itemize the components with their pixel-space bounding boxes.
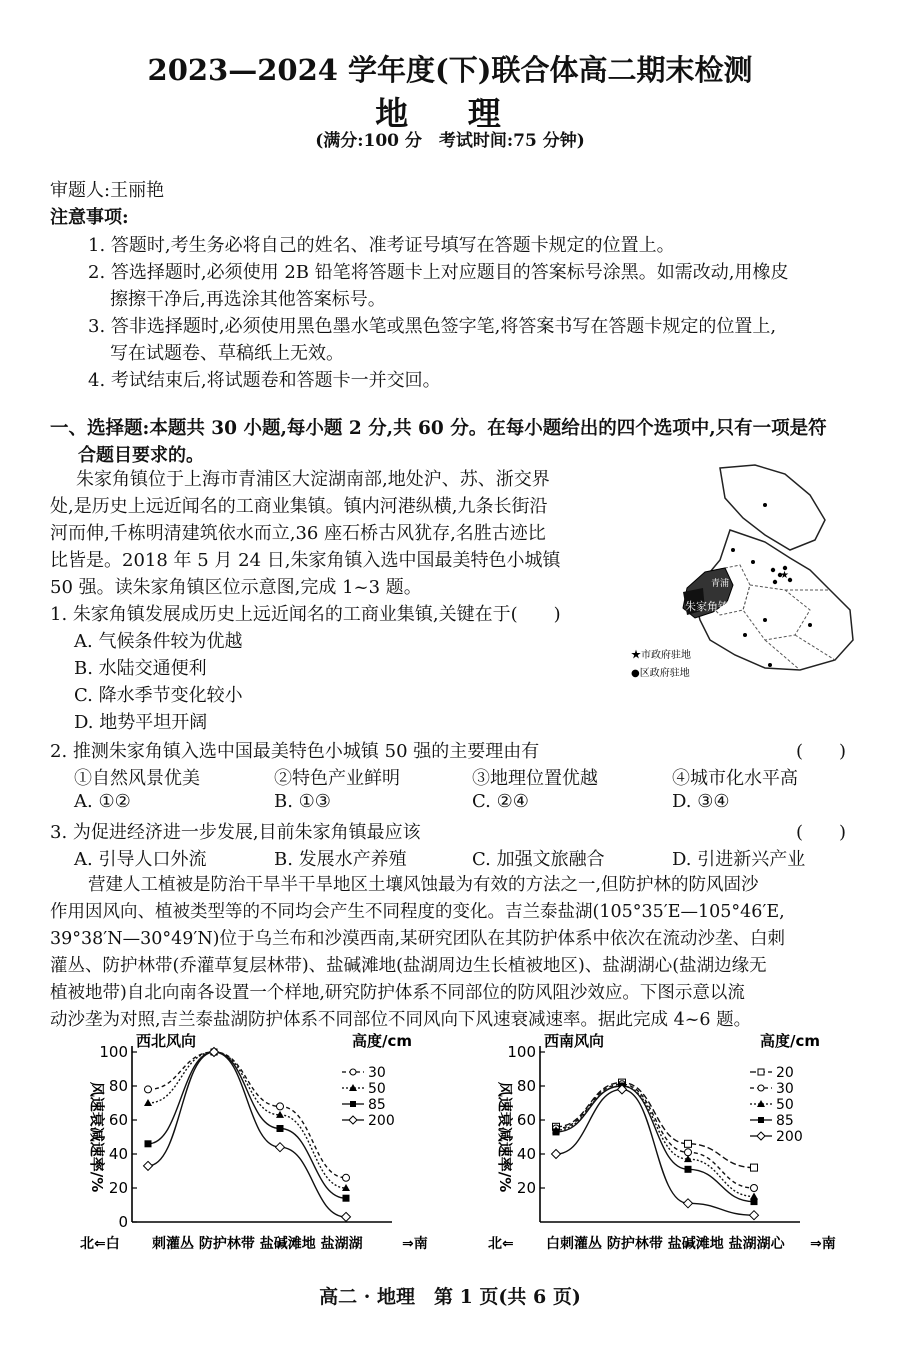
notice-item-2-cont: 擦擦干净后,再选涂其他答案标号。 <box>110 289 386 310</box>
district-seat-dot <box>768 663 772 667</box>
data-point-200 <box>276 1143 285 1152</box>
q2-option-c: C. ②④ <box>472 791 529 812</box>
data-point-85 <box>145 1140 152 1147</box>
x-axis-categories: 白刺灌丛 防护林带 盐碱滩地 盐湖湖心 <box>546 1236 785 1252</box>
q2-choice-3: ③地理位置优越 <box>472 768 598 789</box>
q2-option-b: B. ①③ <box>274 791 331 812</box>
q2-choice-2: ②特色产业鲜明 <box>274 768 400 789</box>
chart-title: 西南风向 <box>544 1032 605 1050</box>
data-point-200 <box>144 1161 153 1170</box>
district-seat-dot <box>743 633 747 637</box>
legend-marker-30 <box>758 1085 764 1091</box>
data-point-30 <box>685 1149 692 1156</box>
passage-1 <box>50 466 630 601</box>
legend-title: 高度/cm <box>352 1032 413 1050</box>
passage-2-line: 植被地带)自北向南各设置一个样地,研究防护体系不同部位的防风阻沙效应。下图示意以流 <box>50 983 745 1003</box>
page-footer: 高二 · 地理 第 1 页(共 6 页) <box>319 1286 581 1308</box>
q2-paren: ( ) <box>796 741 847 762</box>
district-seat-dot <box>751 560 755 564</box>
q1-option-b: B. 水陆交通便利 <box>74 658 207 679</box>
legend-marker-85 <box>350 1101 356 1107</box>
legend-marker-85 <box>758 1117 764 1123</box>
chart-southwest-wind <box>478 1030 858 1265</box>
legend-label-200: 200 <box>368 1113 395 1129</box>
q1-option-a: A. 气候条件较为优越 <box>74 631 243 652</box>
q3-option-d: D. 引进新兴产业 <box>672 849 806 870</box>
passage-1-line: 朱家角镇位于上海市青浦区大淀湖南部,地处沪、苏、浙交界 <box>76 469 550 490</box>
data-point-20 <box>751 1164 758 1171</box>
passage-1-line: 处,是历史上远近闻名的工商业集镇。镇内河港纵横,九条长街沿 <box>50 496 548 517</box>
series-line-50 <box>556 1086 754 1197</box>
data-point-30 <box>751 1185 758 1192</box>
town-label: 朱家角镇 <box>685 600 729 613</box>
data-point-200 <box>552 1150 561 1159</box>
zhujiajiao-location-map <box>625 460 870 690</box>
reviewer: 审题人:王丽艳 <box>50 180 165 201</box>
qingpu-label: 青浦 <box>711 579 730 589</box>
chongming-island <box>720 465 825 550</box>
series-line-85 <box>148 1052 346 1198</box>
data-point-200 <box>342 1212 351 1221</box>
data-point-85 <box>277 1125 284 1132</box>
district-boundary <box>765 590 835 670</box>
legend-marker-200 <box>349 1116 357 1124</box>
data-point-85 <box>343 1195 350 1202</box>
legend-label-85: 85 <box>368 1097 386 1113</box>
legend-marker-200 <box>757 1132 765 1140</box>
district-seat-dot <box>763 503 767 507</box>
q2-option-a: A. ①② <box>74 791 131 812</box>
subject-title: 地 理 <box>375 94 525 133</box>
x-axis-north: 北⇐白 <box>80 1236 120 1252</box>
passage-2 <box>50 872 860 1034</box>
district-seat-dot <box>771 568 775 572</box>
y-tick-label: 100 <box>507 1043 536 1061</box>
data-point-50 <box>144 1099 152 1106</box>
notice-item-1: 1. 答题时,考生务必将自己的姓名、准考证号填写在答题卡规定的位置上。 <box>88 235 675 256</box>
district-seat-dot <box>763 618 767 622</box>
data-point-85 <box>751 1198 758 1205</box>
legend-label-200: 200 <box>776 1129 803 1145</box>
q3-option-a: A. 引导人口外流 <box>74 849 207 870</box>
passage-2-line: 动沙垄为对照,吉兰泰盐湖防护体系不同部位不同风向下风速衰减速率。据此完成 4~6 题。 <box>50 1010 752 1030</box>
legend-marker-20 <box>758 1069 764 1075</box>
section-heading: 一、选择题:本题共 30 小题,每小题 2 分,共 60 分。在每小题给出的四个选项中,只有一项是符 <box>50 418 827 439</box>
q3-option-c: C. 加强文旅融合 <box>472 849 605 870</box>
exam-title: 2023—2024 学年度(下)联合体高二期末检测 <box>147 53 753 87</box>
x-axis-categories: 刺灌丛 防护林带 盐碱滩地 盐湖湖 <box>152 1236 363 1252</box>
y-tick-label: 80 <box>516 1077 536 1095</box>
data-point-85 <box>553 1128 560 1135</box>
legend-city: ★市政府驻地 <box>631 650 691 661</box>
q3-option-b: B. 发展水产养殖 <box>274 849 407 870</box>
legend-title: 高度/cm <box>760 1032 821 1050</box>
series-line-30 <box>556 1084 754 1188</box>
legend-label-85: 85 <box>776 1113 794 1129</box>
series-line-200 <box>148 1052 346 1217</box>
data-point-20 <box>685 1140 692 1147</box>
legend-label-20: 20 <box>776 1065 794 1081</box>
q1-option-c: C. 降水季节变化较小 <box>74 685 243 706</box>
district-seat-dot <box>773 580 777 584</box>
passage-1-line: 河而伸,千栋明清建筑依水而立,36 座石桥古风犹存,名胜古迹比 <box>50 523 546 544</box>
district-seat-dot <box>808 623 812 627</box>
notice-item-3: 3. 答非选择题时,必须使用黑色墨水笔或黑色签字笔,将答案书写在答题卡规定的位置上, <box>88 316 777 337</box>
notice-item-4: 4. 考试结束后,将试题卷和答题卡一并交回。 <box>88 370 441 391</box>
district-seat-dot <box>731 548 735 552</box>
q1-stem: 1. 朱家角镇发展成历史上远近闻名的工商业集镇,关键在于( ) <box>50 604 561 625</box>
chart-northwest-wind <box>70 1030 450 1265</box>
y-tick-label: 20 <box>108 1179 128 1197</box>
legend-label-50: 50 <box>368 1081 386 1097</box>
data-point-30 <box>145 1086 152 1093</box>
section-heading-cont: 合题目要求的。 <box>78 445 204 466</box>
passage-2-line: 营建人工植被是防治干旱半干旱地区土壤风蚀最为有效的方法之一,但防护林的防风固沙 <box>88 875 759 895</box>
notice-item-2: 2. 答选择题时,必须使用 2B 铅笔将答题卡上对应题目的答案标号涂黑。如需改动,用橡皮 <box>88 262 789 283</box>
y-axis-label: 风速衰减速率/% <box>496 1081 514 1193</box>
y-tick-label: 0 <box>118 1213 128 1231</box>
passage-2-line: 39°38′N—30°49′N)位于乌兰布和沙漠西南,某研究团队在其防护体系中依次在流动沙垄、白刺 <box>50 929 786 949</box>
y-tick-label: 40 <box>516 1145 536 1163</box>
legend-marker-30 <box>350 1069 356 1075</box>
passage-1-line: 50 强。读朱家角镇区位示意图,完成 1~3 题。 <box>50 577 422 598</box>
data-point-200 <box>750 1211 759 1220</box>
series-line-30 <box>148 1052 346 1178</box>
x-axis-south: ⇒南 <box>810 1236 836 1252</box>
exam-meta: (满分:100 分 考试时间:75 分钟) <box>315 131 585 151</box>
data-point-200 <box>684 1199 693 1208</box>
y-tick-label: 80 <box>108 1077 128 1095</box>
y-tick-label: 60 <box>108 1111 128 1129</box>
data-point-85 <box>685 1166 692 1173</box>
y-tick-label: 100 <box>99 1043 128 1061</box>
chart-title: 西北风向 <box>136 1032 197 1050</box>
passage-2-line: 灌丛、防护林带(乔灌草复层林带)、盐碱滩地(盐湖周边生长植被地区)、盐湖湖心(盐湖边缘无 <box>50 956 767 976</box>
district-boundary <box>743 585 810 640</box>
x-axis-north: 北⇐ <box>488 1236 514 1252</box>
y-axis-label: 风速衰减速率/% <box>88 1081 106 1193</box>
data-point-30 <box>277 1103 284 1110</box>
passage-1-line: 比皆是。2018 年 5 月 24 日,朱家角镇入选中国最美特色小城镇 <box>50 550 561 571</box>
y-tick-label: 60 <box>516 1111 536 1129</box>
legend-label-30: 30 <box>776 1081 794 1097</box>
q2-stem: 2. 推测朱家角镇入选中国最美特色小城镇 50 强的主要理由有 <box>50 741 540 762</box>
q1-option-d: D. 地势平坦开阔 <box>74 712 208 733</box>
legend-label-50: 50 <box>776 1097 794 1113</box>
legend-label-30: 30 <box>368 1065 386 1081</box>
y-tick-label: 20 <box>516 1179 536 1197</box>
q3-stem: 3. 为促进经济进一步发展,目前朱家角镇最应该 <box>50 822 421 843</box>
y-tick-label: 40 <box>108 1145 128 1163</box>
q2-option-d: D. ③④ <box>672 791 730 812</box>
city-government-star: ★ <box>780 570 789 581</box>
series-line-20 <box>556 1083 754 1168</box>
series-line-85 <box>556 1086 754 1202</box>
legend-district: ●区政府驻地 <box>631 668 690 679</box>
notice-heading: 注意事项: <box>50 207 129 228</box>
notice-item-3-cont: 写在试题卷、草稿纸上无效。 <box>110 343 344 364</box>
q2-choice-1: ①自然风景优美 <box>74 768 200 789</box>
data-point-30 <box>343 1174 350 1181</box>
x-axis-south: ⇒南 <box>402 1236 428 1252</box>
q3-paren: ( ) <box>796 822 847 843</box>
passage-2-line: 作用因风向、植被类型等的不同均会产生不同程度的变化。吉兰泰盐湖(105°35′E—105°46′E, <box>50 902 785 922</box>
q2-choice-4: ④城市化水平高 <box>672 768 798 789</box>
